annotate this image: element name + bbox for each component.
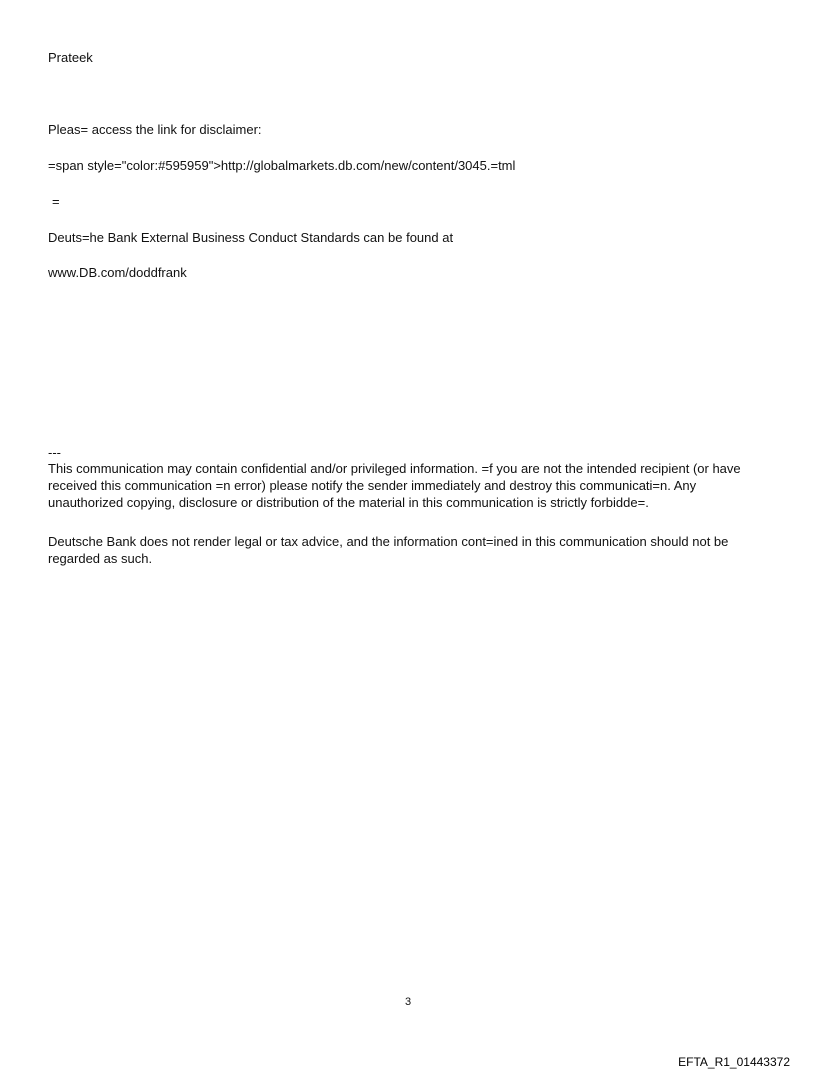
signature-separator: ---: [48, 445, 61, 460]
business-standards-url: www.DB.com/doddfrank: [48, 265, 187, 280]
document-id: EFTA_R1_01443372: [678, 1055, 790, 1069]
page-number: 3: [404, 996, 412, 1008]
business-standards-text: Deuts=he Bank External Business Conduct Standards can be found at: [48, 230, 454, 245]
confidentiality-notice: This communication may contain confidential and/or privileged information. =f you are not the intended recipient (or have received this communication =n error) please notify the sender immediately and destroy this communicati=n. Any unauthorized copying, disclosure or distribution of the material in this communication is strictly forbidde=.: [48, 461, 741, 510]
disclaimer-intro-text: Pleas= access the link for disclaimer:: [48, 122, 262, 137]
tax-advice-notice: Deutsche Bank does not render legal or tax advice, and the information cont=ined in this communication should not be regarded as such.: [48, 534, 729, 566]
greeting-text: Prateek: [48, 50, 93, 65]
disclaimer-link-text: =span style="color:#595959">http://globalmarkets.db.com/new/content/3045.=tml: [48, 158, 516, 173]
equals-line-text: =: [52, 194, 60, 209]
